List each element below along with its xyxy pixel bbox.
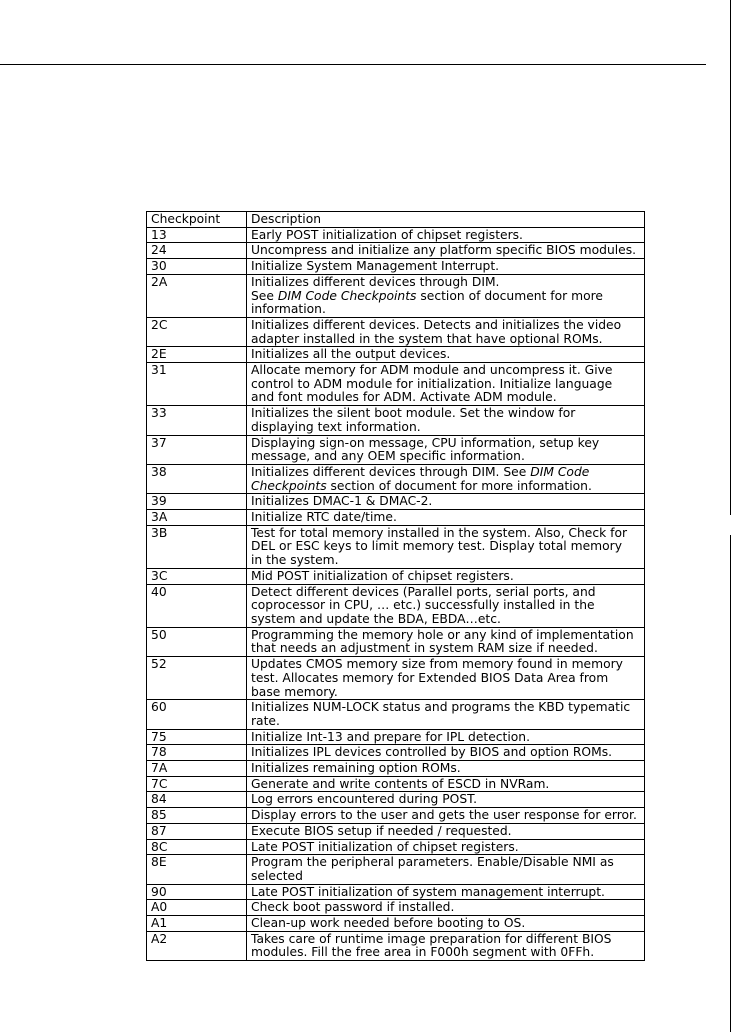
table-row <box>147 823 645 839</box>
checkpoint-description: Uncompress and initialize any platform specific BIOS modules. <box>247 243 645 259</box>
checkpoint-description: Takes care of runtime image preparation for different BIOS modules. Fill the free area in F000h segment with 0FFh. <box>247 931 645 960</box>
table-row <box>147 916 645 932</box>
table-row <box>147 839 645 855</box>
checkpoint-code: 2A <box>147 274 247 317</box>
checkpoint-code: 7A <box>147 761 247 777</box>
checkpoint-description: Displaying sign-on message, CPU information, setup key message, and any OEM specific information. <box>247 435 645 464</box>
checkpoint-code: A1 <box>147 916 247 932</box>
table-row <box>147 761 645 777</box>
table-row <box>147 931 645 960</box>
checkpoint-code: 60 <box>147 700 247 729</box>
checkpoint-description: Program the peripheral parameters. Enable/Disable NMI as selected <box>247 855 645 884</box>
table-row <box>147 900 645 916</box>
checkpoint-description: Test for total memory installed in the system. Also, Check for DEL or ESC keys to limit memory test. Display total memory in the system. <box>247 525 645 568</box>
checkpoint-code: 3A <box>147 510 247 526</box>
checkpoint-description: Display errors to the user and gets the user response for error. <box>247 808 645 824</box>
checkpoint-description: Updates CMOS memory size from memory found in memory test. Allocates memory for Extended BIOS Data Area from base memory. <box>247 657 645 700</box>
page-edge-rule-lower <box>730 535 731 1032</box>
table-header-row <box>147 212 645 228</box>
checkpoint-description: Initializes NUM-LOCK status and programs the KBD typematic rate. <box>247 700 645 729</box>
checkpoint-description: Initialize RTC date/time. <box>247 510 645 526</box>
table-row <box>147 274 645 317</box>
checkpoint-code: 38 <box>147 464 247 493</box>
checkpoint-description: Execute BIOS setup if needed / requested. <box>247 823 645 839</box>
checkpoint-code: 78 <box>147 745 247 761</box>
checkpoint-description: Log errors encountered during POST. <box>247 792 645 808</box>
checkpoint-description: Late POST initialization of system management interrupt. <box>247 884 645 900</box>
table-row <box>147 855 645 884</box>
table-row <box>147 259 645 275</box>
checkpoint-code: 84 <box>147 792 247 808</box>
table-row <box>147 406 645 435</box>
page-edge-rule-upper <box>730 0 731 515</box>
checkpoint-description: Initializes IPL devices controlled by BIOS and option ROMs. <box>247 745 645 761</box>
checkpoint-code: 50 <box>147 627 247 656</box>
checkpoint-description: Mid POST initialization of chipset registers. <box>247 568 645 584</box>
checkpoint-description: Initializes remaining option ROMs. <box>247 761 645 777</box>
checkpoint-code: 85 <box>147 808 247 824</box>
checkpoint-description: Clean-up work needed before booting to OS. <box>247 916 645 932</box>
checkpoint-code: 33 <box>147 406 247 435</box>
table-row <box>147 729 645 745</box>
table-row <box>147 525 645 568</box>
checkpoint-description: Initializes DMAC-1 & DMAC-2. <box>247 494 645 510</box>
checkpoint-description: Programming the memory hole or any kind of implementation that needs an adjustment in system RAM size if needed. <box>247 627 645 656</box>
checkpoint-code: 7C <box>147 776 247 792</box>
table-body <box>147 227 645 960</box>
table-row <box>147 657 645 700</box>
checkpoint-description: Late POST initialization of chipset registers. <box>247 839 645 855</box>
table-row <box>147 347 645 363</box>
table-row <box>147 363 645 406</box>
checkpoint-code: 87 <box>147 823 247 839</box>
checkpoint-code: 37 <box>147 435 247 464</box>
checkpoint-description: Initializes different devices. Detects and initializes the video adapter installed in the system that have optional ROMs. <box>247 317 645 346</box>
table-row <box>147 808 645 824</box>
table-row <box>147 494 645 510</box>
checkpoint-code: 8E <box>147 855 247 884</box>
checkpoint-description: Initializes all the output devices. <box>247 347 645 363</box>
post-checkpoint-table <box>146 211 645 961</box>
table-row <box>147 243 645 259</box>
table-row <box>147 776 645 792</box>
checkpoint-code: 75 <box>147 729 247 745</box>
checkpoint-code: 8C <box>147 839 247 855</box>
checkpoint-code: 3C <box>147 568 247 584</box>
checkpoint-code: 2E <box>147 347 247 363</box>
checkpoint-code: 13 <box>147 227 247 243</box>
header-checkpoint: Checkpoint <box>147 212 247 228</box>
table-row <box>147 584 645 627</box>
table-row <box>147 227 645 243</box>
table-row <box>147 464 645 493</box>
checkpoint-code: 90 <box>147 884 247 900</box>
header-rule <box>0 64 706 65</box>
checkpoint-code: 30 <box>147 259 247 275</box>
checkpoint-description: Initializes the silent boot module. Set the window for displaying text information. <box>247 406 645 435</box>
table-row <box>147 884 645 900</box>
checkpoint-code: 2C <box>147 317 247 346</box>
checkpoint-code: A2 <box>147 931 247 960</box>
table-row <box>147 568 645 584</box>
table-row <box>147 700 645 729</box>
checkpoint-description: Check boot password if installed. <box>247 900 645 916</box>
checkpoint-code: 24 <box>147 243 247 259</box>
checkpoint-code: 52 <box>147 657 247 700</box>
checkpoint-description: Initializes different devices through DIM. See DIM Code Checkpoints section of document for more information. <box>247 464 645 493</box>
table-row <box>147 745 645 761</box>
header-description: Description <box>247 212 645 228</box>
table-row <box>147 317 645 346</box>
table-row <box>147 510 645 526</box>
table-row <box>147 792 645 808</box>
checkpoint-description: Allocate memory for ADM module and uncompress it. Give control to ADM module for initialization. Initialize language and font modules for ADM. Activate ADM module. <box>247 363 645 406</box>
table-row <box>147 627 645 656</box>
checkpoint-description: Generate and write contents of ESCD in NVRam. <box>247 776 645 792</box>
checkpoint-code: 3B <box>147 525 247 568</box>
checkpoint-description: Initialize Int-13 and prepare for IPL detection. <box>247 729 645 745</box>
checkpoint-description: Detect different devices (Parallel ports, serial ports, and coprocessor in CPU, … etc.) successfully installed in the system and update the BDA, EBDA…etc. <box>247 584 645 627</box>
checkpoint-description: Initialize System Management Interrupt. <box>247 259 645 275</box>
checkpoint-description: Initializes different devices through DIM. See DIM Code Checkpoints section of document for more information. <box>247 274 645 317</box>
checkpoint-code: 39 <box>147 494 247 510</box>
table-row <box>147 435 645 464</box>
checkpoint-description: Early POST initialization of chipset registers. <box>247 227 645 243</box>
checkpoint-code: A0 <box>147 900 247 916</box>
checkpoint-code: 40 <box>147 584 247 627</box>
checkpoint-code: 31 <box>147 363 247 406</box>
